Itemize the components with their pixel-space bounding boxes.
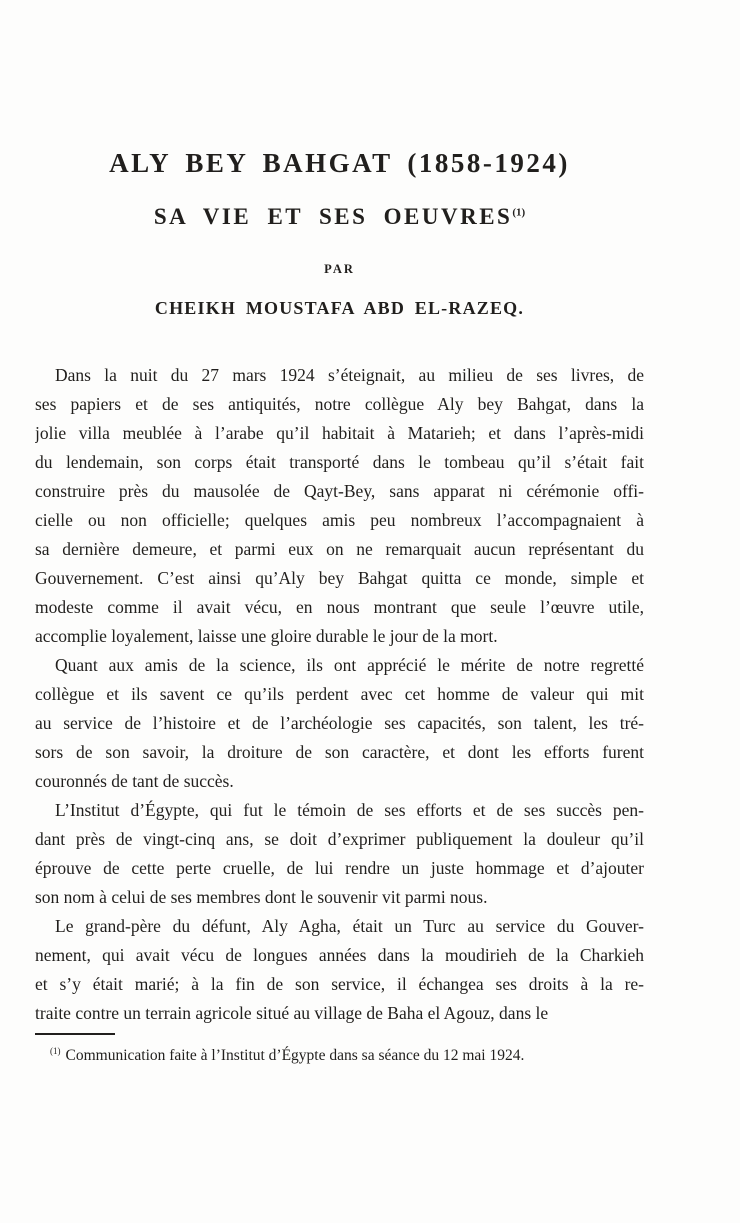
paragraph [35,796,644,912]
footnote-separator-rule [35,1033,115,1035]
text-line: du lendemain, son corps était transporté dans le tombeau qu’il s’était fait [35,452,644,473]
text-line: jolie villa meublée à l’arabe qu’il habitait à Matarieh; et dans l’après-midi [35,423,644,444]
text-line: Le grand-père du défunt, Aly Agha, était un Turc au service du Gouver- [55,916,644,937]
article-title: ALY BEY BAHGAT (1858-1924) [109,148,570,178]
paragraph [35,651,644,796]
text-line: au service de l’histoire et de l’archéologie ses capacités, son talent, les tré- [35,713,644,734]
text-line: dant près de vingt-cinq ans, se doit d’exprimer publiquement la douleur qu’il [35,829,644,850]
text-line: Dans la nuit du 27 mars 1924 s’éteignait, au milieu de ses livres, de [55,365,644,386]
footnote-text: Communication faite à l’Institut d’Égypte dans sa séance du 12 mai 1924. [65,1047,525,1065]
text-line: construire près du mausolée de Qayt-Bey, sans apparat ni cérémonie offi- [35,481,644,502]
text-line: sors de son savoir, la droiture de son caractère, et dont les efforts furent [35,742,644,763]
text-line: sa dernière demeure, et parmi eux on ne remarquait aucun représentant du [35,539,644,560]
text-line: son nom à celui de ses membres dont le souvenir vit parmi nous. [35,887,488,908]
text-line: ses papiers et de ses antiquités, notre collègue Aly bey Bahgat, dans la [35,394,644,415]
text-line: traite contre un terrain agricole situé au village de Baha el Agouz, dans le [35,1003,549,1024]
footnote-marker: (1) [50,1046,61,1057]
footnote [35,1044,644,1068]
text-line: collègue et ils savent ce qu’ils perdent avec cet homme de valeur qui mit [35,684,644,705]
text-line: L’Institut d’Égypte, qui fut le témoin de ses efforts et de ses succès pen- [55,800,644,821]
footnote-reference-marker: (1) [512,206,526,219]
text-line: Quant aux amis de la science, ils ont apprécié le mérite de notre regretté [55,655,644,676]
paragraph [35,912,644,1028]
article-subtitle [35,204,644,230]
text-line: éprouve de cette perte cruelle, de lui rendre un juste hommage et d’ajouter [35,858,644,879]
text-line: couronnés de tant de succès. [35,771,234,792]
paragraph [35,361,644,651]
text-line: modeste comme il avait vécu, en nous montrant que seule l’œuvre utile, [35,597,644,618]
text-line: et s’y était marié; à la fin de son service, il échangea ses droits à la re- [35,974,644,995]
text-line: Gouvernement. C’est ainsi qu’Aly bey Bahgat quitta ce monde, simple et [35,568,644,589]
byline-label: PAR [324,262,355,277]
text-line: accomplie loyalement, laisse une gloire durable le jour de la mort. [35,626,498,647]
article-subtitle-text: SA VIE ET SES OEUVRES [153,204,513,230]
text-line: cielle ou non officielle; quelques amis peu nombreux l’accompagnaient à [35,510,644,531]
body-text [35,361,644,1028]
author-name: CHEIKH MOUSTAFA ABD EL-RAZEQ. [154,298,525,319]
text-line: nement, qui avait vécu de longues années dans la moudirieh de la Charkieh [35,945,644,966]
